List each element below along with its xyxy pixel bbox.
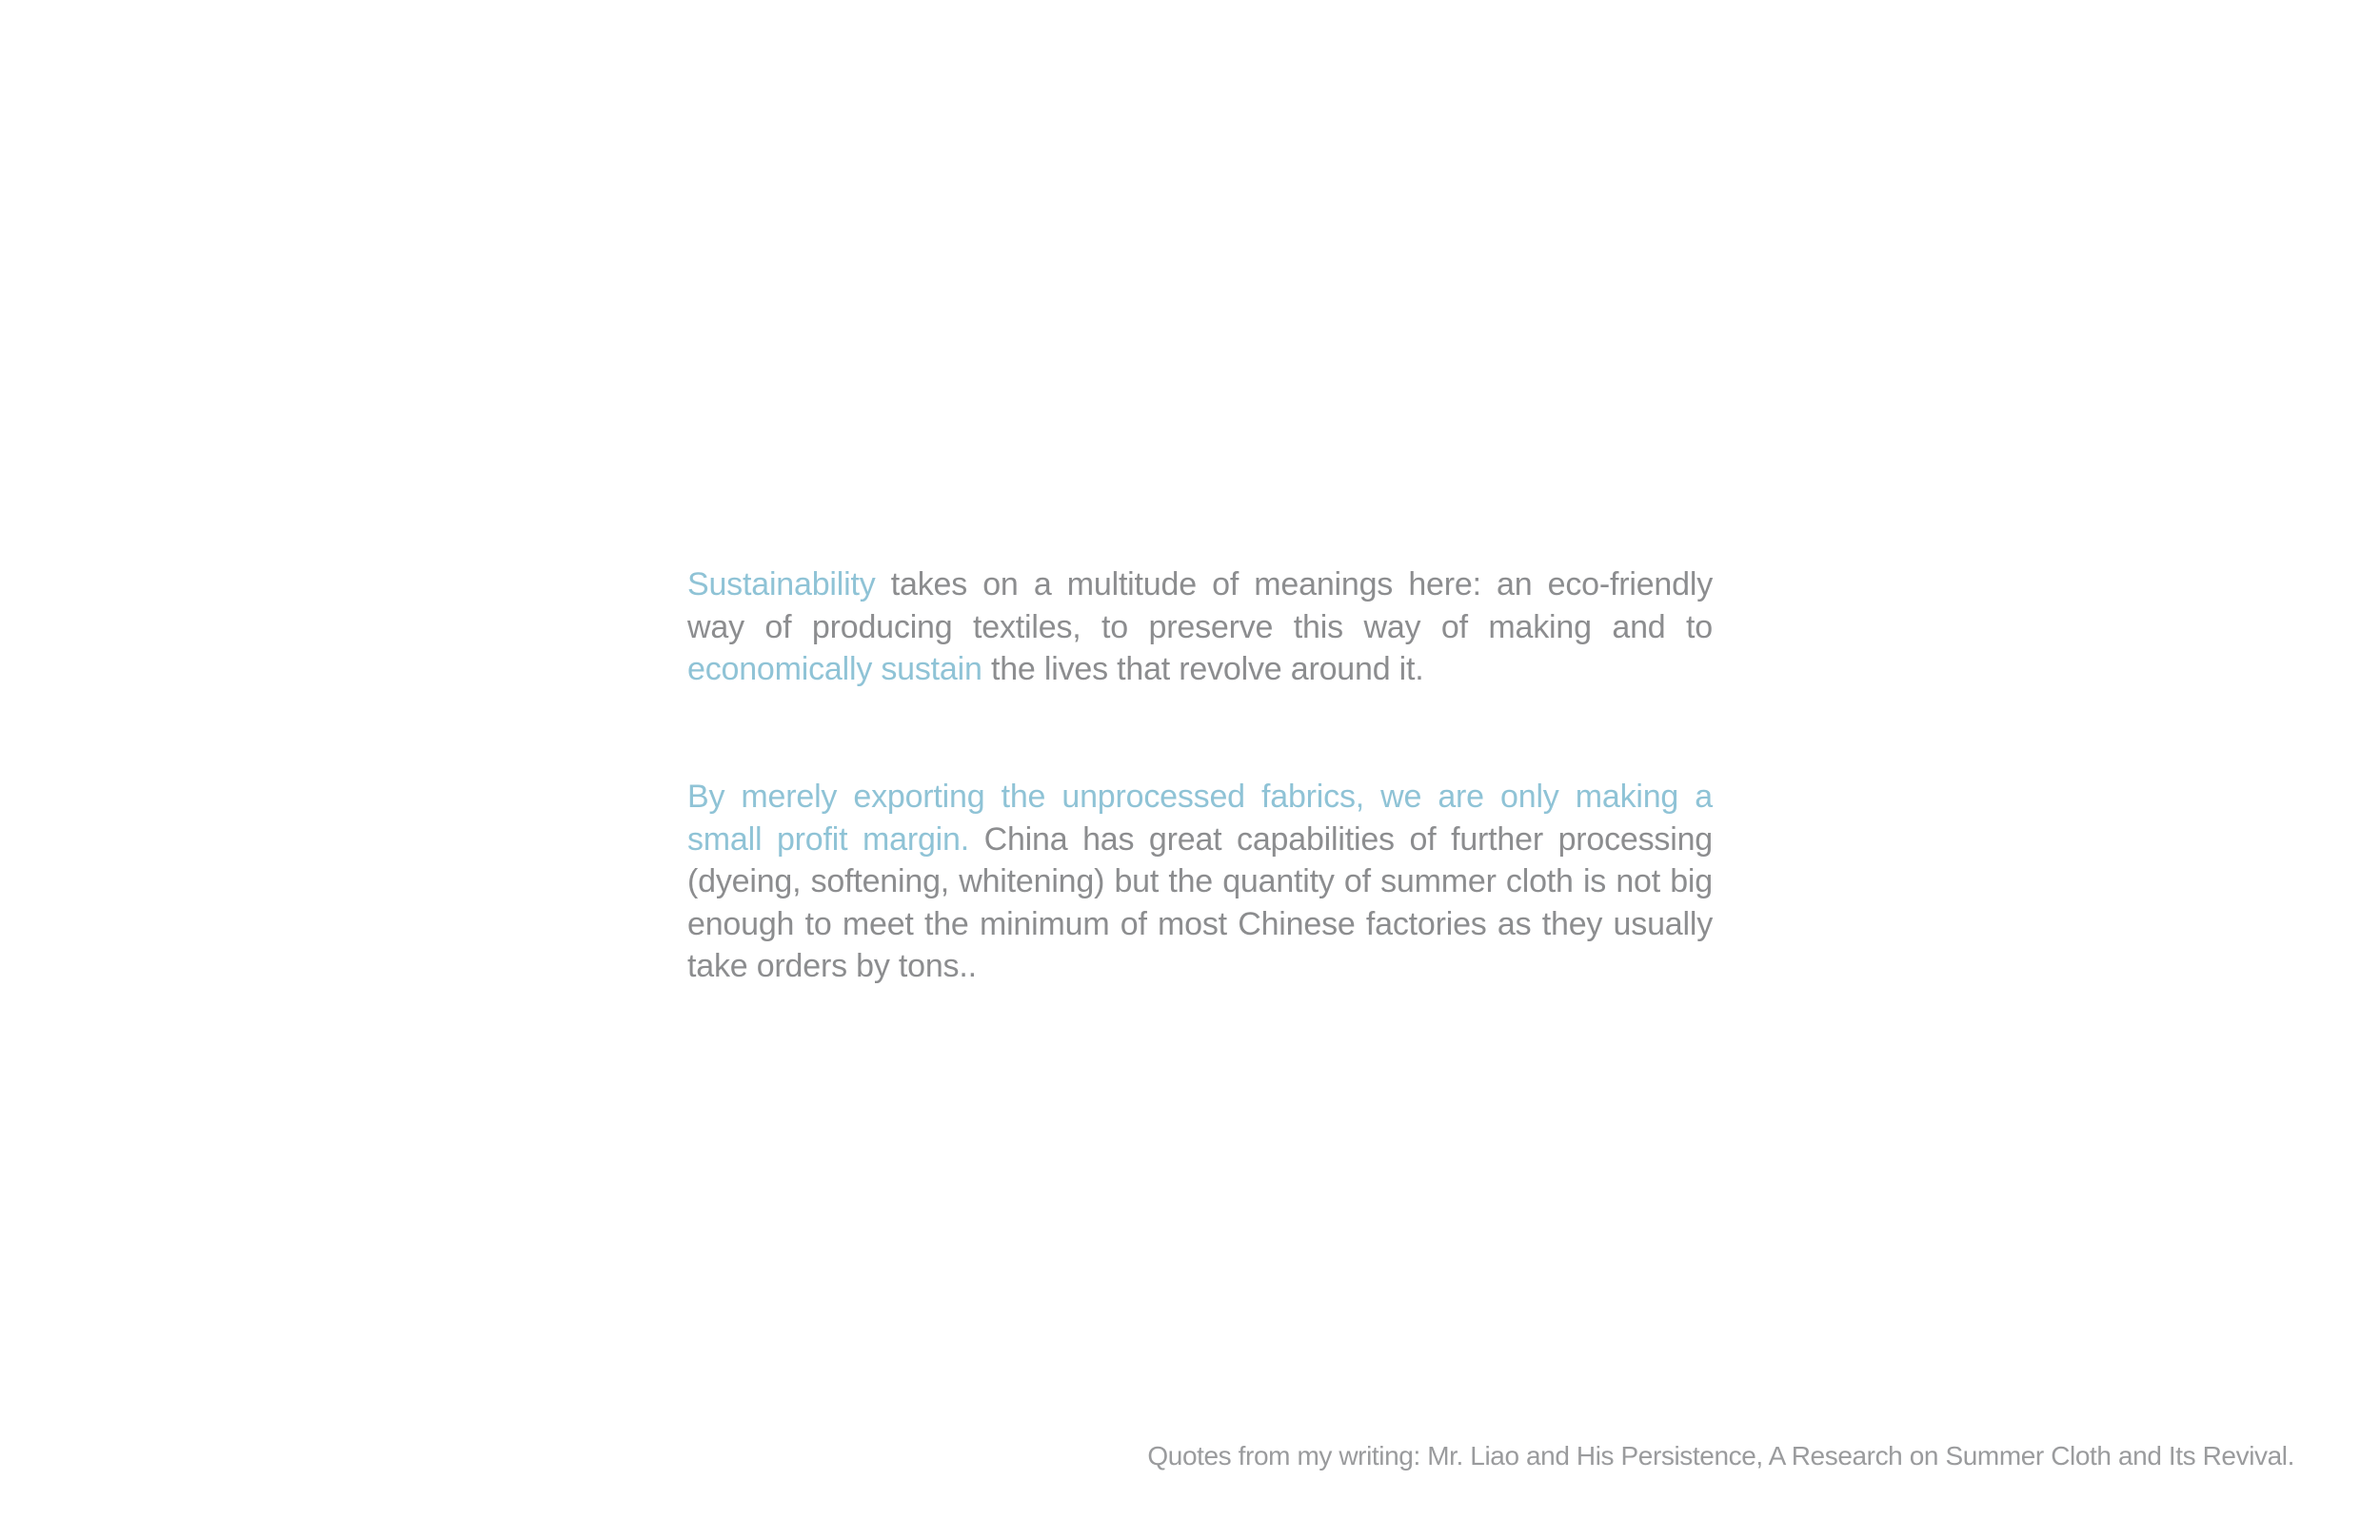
highlight-profit-margin: By merely exporting the unprocessed fabrics, we are only making a small profit margin. bbox=[687, 779, 1713, 858]
paragraph-text: the lives that revolve around it. bbox=[982, 651, 1424, 687]
paragraph-text: China has great capabilities of further processing (dyeing, softening, whitening) but the quantity of summer cloth is not big enough to meet the minimum of most Chinese factories as they usually take orders by tons.. bbox=[687, 820, 1713, 984]
highlight-sustainability: Sustainability bbox=[687, 566, 876, 602]
paragraph-text: takes on a multitude of meanings here: an eco-friendly way of producing textiles, to preserve this way of making and to bbox=[687, 566, 1713, 645]
sustainability-paragraph bbox=[687, 563, 1713, 691]
export-paragraph bbox=[687, 776, 1713, 988]
highlight-economically-sustain: economically sustain bbox=[687, 651, 982, 687]
quote-source-caption: Quotes from my writing: Mr. Liao and His Persistence, A Research on Summer Cloth and Its Revival. bbox=[1147, 1441, 2294, 1471]
